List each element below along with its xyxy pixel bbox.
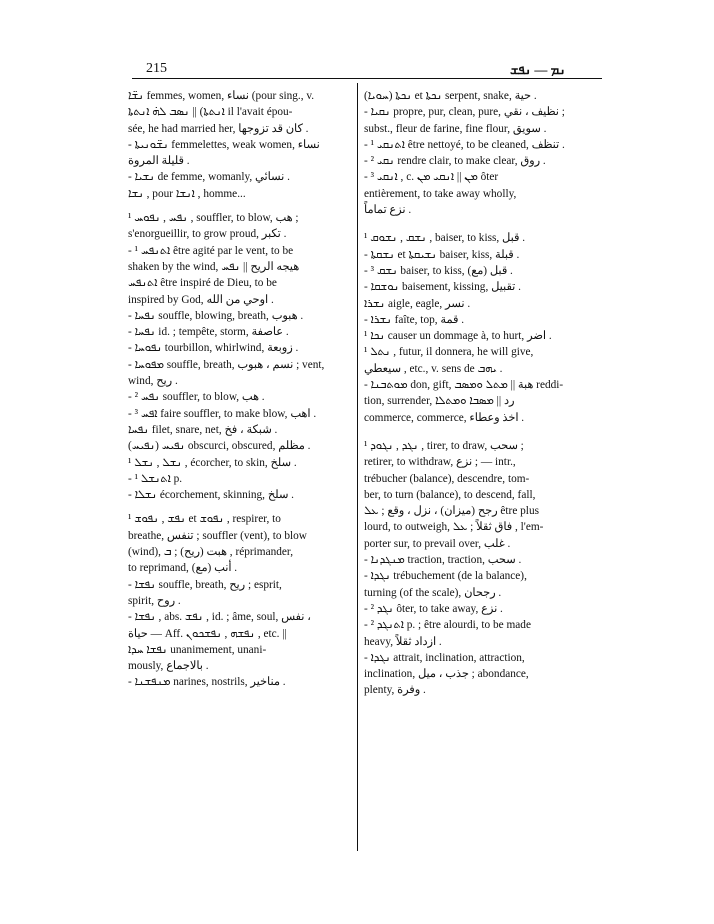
entry-line: - ¹ ܐܬܢܩܝ être nettoyé, to be cleaned, تنظف .	[364, 138, 565, 151]
entry-line: - ܢܦܚܐ souffle, blowing, breath, هبوب .	[128, 309, 304, 322]
entry-line: - ³ ܐܦܚ faire souffler, to make blow, اهب .	[128, 407, 317, 420]
entry-line: - ¹ ܐܬܢܦܚ être agité par le vent, to be	[128, 244, 294, 257]
entry-gap	[364, 426, 592, 438]
entry-line: ܐܬܢܦܚ être inspiré de Dieu, to be	[128, 277, 277, 290]
entry-line: ܐܢܬܬܐ) || ܢܣܒ ܠܗ̇ ܐܢܬܬܐ il l'avait épou-	[128, 106, 293, 119]
entry-line: inclination, جذب ، ميل ; abondance,	[364, 668, 529, 681]
entry-line: سيعطي , etc., v. sens de ܝܗܒ .	[364, 362, 503, 375]
entry-line: - ܢܦܚܐ id. ; tempête, storm, عاصفة .	[128, 326, 289, 339]
entry-line: lourd, to outweigh, فاق ثقلاً ; ܥܠ , l'em-	[364, 521, 544, 534]
entry-line: retirer, to withdraw, نزع ; — intr.,	[364, 456, 516, 469]
left-column	[128, 88, 350, 691]
entry-line: - ² ܐܬܢܓܕ p. ; être alourdi, to be made	[364, 619, 531, 632]
entry-line: ¹ ܢܦܚ , ܢܦܘܚ , souffler, to blow, هب ;	[128, 212, 299, 225]
entry-line: trébucher (balance), descendre, tom-	[364, 472, 530, 485]
entry-line: - ¹ ܐܬܢܫܠ p.	[128, 472, 183, 485]
entry-gap	[128, 202, 350, 210]
entry-line: plenty, وفرة .	[364, 684, 426, 697]
entry-line: - ³ ܢܫܩ baiser, to kiss, قبل (مع) .	[364, 264, 513, 277]
entry-line: ¹ ܢܟܐ causer un dommage à, to hurt, اضر .	[364, 330, 552, 343]
entry-line: - ܡܢܓܕܢܐ traction, traction, سحب .	[364, 554, 522, 567]
entry-line: sée, he had married her, كان قد تزوجها .	[128, 122, 309, 135]
entry-line: (ܚܘܝܐ) ܢܟܬܐ et ܢܟܬܐ serpent, snake, حية .	[364, 90, 537, 102]
entry-line: - ܢܫܠܐ écorchement, skinning, سلخ .	[128, 489, 294, 502]
entry-gap	[128, 503, 350, 511]
entry-line: entièrement, to take away wholly,	[364, 187, 517, 200]
entry-line: ܢܫܐ , pour ܐܢܫܐ , homme...	[128, 187, 246, 200]
entry-line: - ² ܢܦܚ souffler, to blow, هب .	[128, 391, 265, 404]
entry-line: - ² ܢܩܝ rendre clair, to make clear, روق .	[364, 155, 546, 168]
entry-line: - ܢܦܫܐ , abs. ܢܦܫ , id. ; âme, soul, نفس ،	[128, 611, 311, 624]
entry-line: ܢܦܫܐ ܚܕܐ unanimement, unani-	[128, 643, 267, 656]
entry-line: - ܢܓܕܐ trébuchement (de la balance),	[364, 570, 527, 583]
entry-line: inspired by God, اوحي من الله .	[128, 293, 274, 306]
entry-line: - ܢܫܪܐ faîte, top, قمة .	[364, 313, 465, 326]
right-column	[364, 88, 592, 699]
entry-line: - ܢܫܩܬܐ et ܢܫܝܩܬܐ baiser, kiss, قبلة .	[364, 248, 520, 261]
entry-line: - ܢܦܫܐ souffle, breath, ريح ; esprit,	[128, 578, 282, 591]
entry-line: ¹ ܢܫܩ , ܢܫܘܩ , baiser, to kiss, قبل .	[364, 232, 526, 245]
entry-line: ܢܦܚܐ filet, snare, net, شبكة ، فخ .	[128, 423, 278, 436]
entry-line: قليلة المروة .	[128, 155, 190, 168]
entry-line: ¹ ܢܦܫ , ܢܦܘܫ et ܢܦܘܫ , respirer, to	[128, 513, 281, 526]
entry-line: tion, surrender, رد || ܡܣܒܐ ܘܡܬܠܐ	[364, 395, 515, 408]
entry-line: نزع تماماً .	[364, 204, 412, 217]
entry-line: - ³ ܐܢܩܝ , c. ܡܢ || ܐܢܩܝ ܡܢ ôter	[364, 171, 499, 184]
entry-line: ܢܫ̈ܐ femmes, women, نساء (pour sing., v.	[128, 90, 315, 102]
entry-line: - ܡܢܦܫܢܐ narines, nostrils, مناخير .	[128, 676, 286, 689]
column-divider	[357, 83, 358, 851]
entry-gap	[364, 218, 592, 230]
entry-line: porter sur, to prevail over, غلب .	[364, 537, 511, 550]
running-head: ܢܡ — ܢܦܫ	[510, 62, 566, 77]
entry-line: (wind), هبت (ريح) ; ܒ , réprimander,	[128, 546, 294, 559]
entry-line: ¹ ܢܫܠ , ܢܫܠ , écorcher, to skin, سلخ .	[128, 456, 297, 469]
entry-line: ܢܫܪܐ aigle, eagle, نسر .	[364, 297, 471, 310]
header-rule	[132, 78, 602, 79]
entry-line: shaken by the wind, هيجه الريح || ܢܦܚ	[128, 260, 300, 273]
entry-line: commerce, commerce, اخذ وعطاء .	[364, 411, 525, 424]
entry-line: ¹ ܢܬܠ , futur, il donnera, he will give,	[364, 346, 534, 359]
entry-line: subst., fleur de farine, fine flour, سويق .	[364, 122, 547, 135]
entry-line: حياة — Aff. ܢܦܫܗ , ܢܦܫܟܘܢ , etc. ||	[128, 627, 287, 640]
entry-line: - ܢܦܘܚܐ tourbillon, whirlwind, زوبعة .	[128, 342, 299, 355]
entry-line: to reprimand, أنب (مع) .	[128, 562, 238, 575]
entry-line: - ܢܩܝܐ propre, pur, clean, pure, نظيف ، نقي ;	[364, 106, 565, 119]
entry-line: - ܡܘܬܒܢܐ don, gift, هبة || ܡܬܠ ܘܡܣܒ reddi-	[364, 379, 564, 392]
entry-line: رجح (ميزان) ، نزل ، وقع ; ܥܠ être plus	[364, 505, 539, 518]
entry-line: - ܢܫ̈ܘܢܝܬܐ femmelettes, weak women, نساء	[128, 138, 320, 151]
entry-line: wind, ريح .	[128, 375, 178, 388]
entry-line: ber, to turn (balance), to descend, fall,	[364, 488, 536, 501]
entry-line: - ܡܦܘܚܐ souffle, breath, نسم ، هبوب ; vent,	[128, 358, 325, 371]
entry-line: spirit, روح .	[128, 594, 181, 607]
entry-line: turning (of the scale), رجحان .	[364, 586, 502, 599]
entry-line: ¹ ܢܓܕ , ܢܓܘܕ , tirer, to draw, سحب ;	[364, 439, 524, 452]
entry-line: s'enorgueillir, to grow proud, تكبر .	[128, 228, 287, 241]
entry-line: breathe, تنفس ; souffler (vent), to blow	[128, 529, 307, 542]
entry-line: - ܢܓܕܐ attrait, inclination, attraction,	[364, 651, 525, 664]
entry-line: - ܢܘܫܩܐ baisement, kissing, تقبيل .	[364, 281, 521, 294]
entry-line: (ܢܦܝܚ) ܢܦܝܚ obscurci, obscured, مظلم .	[128, 440, 311, 453]
entry-line: - ܢܫܝܐ de femme, womanly, نسائي .	[128, 171, 290, 184]
entry-line: - ² ܢܓܕ ôter, to take away, نزع .	[364, 602, 503, 615]
page-number: 215	[146, 61, 167, 76]
entry-line: heavy, ازداد ثقلاً .	[364, 635, 442, 648]
entry-line: mously, بالاجماع .	[128, 660, 209, 673]
